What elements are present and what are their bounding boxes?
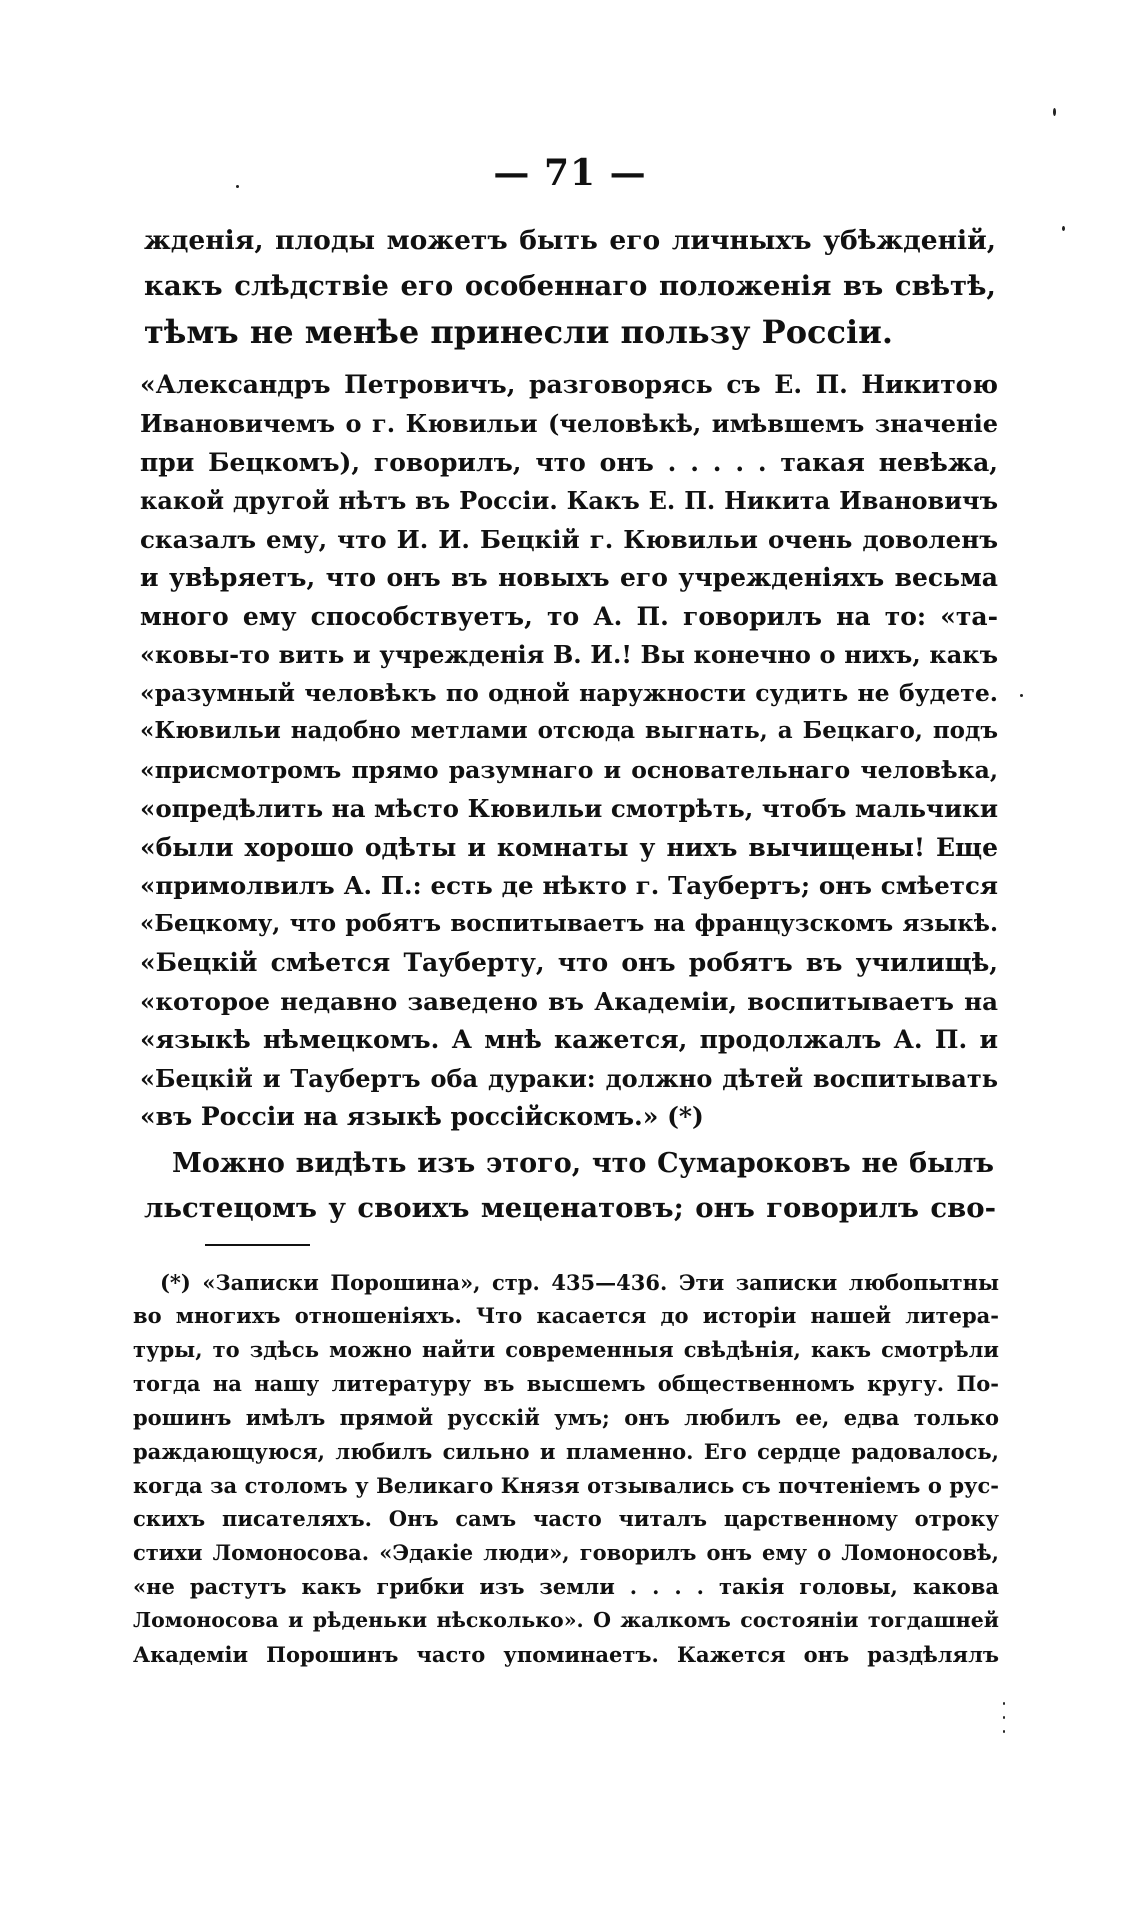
page-number: — 71 — [493, 152, 647, 194]
footnote-line: туры, то здѣсь можно найти современныя свѣдѣнія, какъ смотрѣли [133, 1337, 999, 1362]
scan-speck [236, 185, 239, 188]
lead-line: жденія, плоды можетъ быть его личныхъ убѣжденій, [144, 225, 996, 256]
footnote-line: раждающуюся, любилъ сильно и пламенно. Его сердце радовалось, [133, 1439, 999, 1464]
footnote-line: «не растутъ какъ грибки изъ земли . . . . такія головы, какова [133, 1574, 999, 1599]
quotation-line: «Бецкому, что робятъ воспитываетъ на французскомъ языкѣ. [140, 910, 998, 937]
scan-speck [1053, 108, 1056, 116]
quotation-line: много ему способствуетъ, то А. П. говорилъ на то: «та- [140, 602, 998, 631]
footnote-line: тогда на нашу литературу въ высшемъ общественномъ кругу. По- [133, 1371, 999, 1396]
quotation-line: «языкѣ нѣмецкомъ. А мнѣ кажется, продолжалъ А. П. и [140, 1025, 998, 1054]
quotation-line: «примолвилъ А. П.: есть де нѣкто г. Таубертъ; онъ смѣется [140, 871, 998, 900]
footnote-line: рошинъ имѣлъ прямой русскій умъ; онъ любилъ ее, едва только [133, 1405, 999, 1430]
quotation-line: при Бецкомъ), говорилъ, что онъ . . . . . такая невѣжа, [140, 448, 998, 477]
quotation-line: «опредѣлить на мѣсто Кювильи смотрѣть, чтобъ мальчики [140, 794, 998, 823]
quotation-line: и увѣряетъ, что онъ въ новыхъ его учрежденіяхъ весьма [140, 563, 998, 592]
lead-line: какъ слѣдствіе его особеннаго положенія въ свѣтѣ, [144, 270, 996, 302]
quotation-line: «въ Россіи на языкѣ россійскомъ.» (*) [140, 1102, 704, 1131]
quotation-line: «которое недавно заведено въ Академіи, воспитываетъ на [140, 987, 998, 1016]
quotation-line: «Кювильи надобно метлами отсюда выгнать, а Бецкаго, подъ [140, 717, 998, 744]
scan-speck [1020, 694, 1023, 697]
scan-speck [1062, 226, 1065, 231]
footnote-line: стихи Ломоносова. «Эдакіе люди», говорилъ онъ ему о Ломоносовѣ, [133, 1540, 999, 1565]
quotation-line: «были хорошо одѣты и комнаты у нихъ вычищены! Еще [140, 833, 998, 862]
quotation-line: «разумный человѣкъ по одной наружности судить не будете. [140, 679, 998, 707]
closing-line: Можно видѣть изъ этого, что Сумароковъ не былъ [172, 1148, 994, 1179]
closing-line: льстецомъ у своихъ меценатовъ; онъ говорилъ сво- [144, 1192, 996, 1224]
quotation-line: «ковы-то вить и учрежденія В. И.! Вы конечно о нихъ, какъ [140, 640, 998, 669]
scan-speck [1003, 1730, 1005, 1733]
quotation-line: Ивановичемъ о г. Кювильи (человѣкѣ, имѣвшемъ значеніе [140, 409, 998, 438]
lead-line: тѣмъ не менѣе принесли пользу Россіи. [144, 313, 894, 351]
quotation-line: сказалъ ему, что И. И. Бецкій г. Кювильи очень доволенъ [140, 525, 998, 554]
footnote-line: Ломоносова и рѣденьки нѣсколько». О жалкомъ состояніи тогдашней [133, 1608, 999, 1632]
footnote-line: скихъ писателяхъ. Онъ самъ часто читалъ царственному отроку [133, 1506, 999, 1531]
scan-speck [1003, 1702, 1005, 1705]
quotation-line: «Бецкій смѣется Тауберту, что онъ робятъ въ училищѣ, [140, 948, 998, 977]
footnote-rule [205, 1244, 310, 1246]
scan-speck [1003, 1716, 1005, 1719]
quotation-line: «присмотромъ прямо разумнаго и основательнаго человѣка, [140, 756, 998, 784]
footnote-line: (*) «Записки Порошина», стр. 435—436. Эти записки любопытны [160, 1270, 999, 1295]
quotation-line: «Бецкій и Таубертъ оба дураки: должно дѣтей воспитывать [140, 1064, 998, 1093]
quotation-line: «Александръ Петровичъ, разговорясь съ Е. П. Никитою [140, 370, 998, 399]
footnote-line: Академіи Порошинъ часто упоминаетъ. Кажется онъ раздѣлялъ [133, 1642, 999, 1667]
footnote-line: во многихъ отношеніяхъ. Что касается до исторіи нашей литера- [133, 1303, 999, 1328]
quotation-line: какой другой нѣтъ въ Россіи. Какъ Е. П. Никита Ивановичъ [140, 486, 998, 515]
footnote-line: когда за столомъ у Великаго Князя отзывались съ почтеніемъ о рус- [133, 1473, 999, 1498]
